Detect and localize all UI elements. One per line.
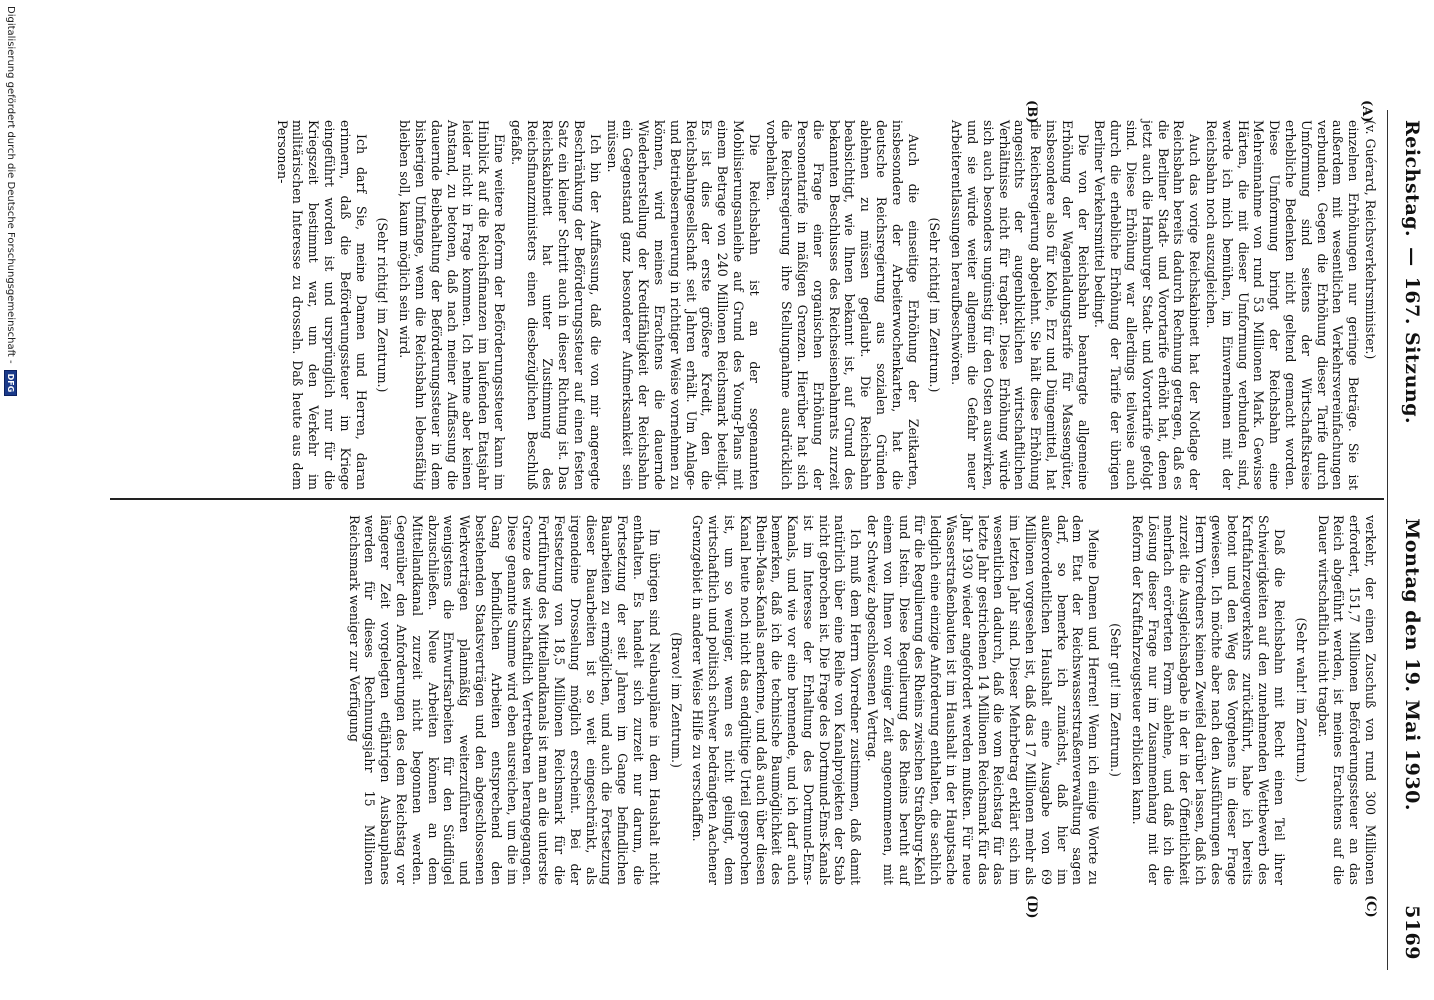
paragraph: Ich bin der Auffassung, daß die von mir angeregte Beschränkung der Beförderungssteuer auf einen festen Satz ein kleiner Schritt auch in dieser Richtung ist. Das Reichskabinett hat unter Zustimmung des Reichsfinanzministers einen diesbezüglichen Beschluß gefaßt. [508, 120, 603, 490]
page-number: 5169 [1401, 905, 1423, 960]
right-column [345, 515, 1378, 885]
interjection: (Sehr richtig! im Zentrum.) [375, 217, 391, 393]
margin-mark-c: (C) [1363, 895, 1378, 918]
margin-mark-b: (B) [1024, 100, 1039, 124]
header-dash: — [1401, 247, 1423, 267]
paragraph: verkehr, der einen Zuschuß von rund 300 Millionen erfordert, 151,7 Millionen Beförderungssteuer an das Reich abgeführt werden, ist meines Erachtens auf die Dauer wirtschaftlich nicht tragbar. [1315, 515, 1378, 885]
interjection: (Sehr wahr! im Zentrum.) [1293, 617, 1309, 783]
paragraph: Daß die Reichsbahn mit Recht einen Teil ihrer Schwierigkeiten auf den zunehmenden Wettbewerb des Kraftfahrzeugverkehrs zurückführt, habe ich bereits betont und den Weg des Vorgehens in dieser Frage gewiesen. Ich möchte aber nach den Ausführungen des Herrn Vorredners keinen Zweifel darüber lassen, daß ich zurzeit die Ausgleichsabgabe in der in der Öffentlichkeit mehrfach erörterten Form ablehne, und daß ich die Lösung dieser Frage nur im Zusammenhang mit der Reform der Kraftfahrzeugsteuer erblicken kann. [1129, 515, 1288, 885]
column-divider [110, 498, 1384, 500]
left-column [273, 120, 1378, 490]
interjection: (Sehr richtig! im Zentrum.) [927, 217, 943, 393]
paragraph: einzelnen Erhöhungen nur geringe Beträge. Sie ist außerdem mit wesentlichen Verkehrsvereinfachungen verbunden. Gegen die Erhöhung dieser Tarife durch Umformung sind seitens der Wirtschaftskreise erhebliche Bedenken nicht geltend gemacht worden. Diese Umformung bringt der Reichsbahn eine Mehreinnahme von rund 53 Millionen Mark. Gewisse Härten, die mit dieser Umformung verbunden sind, werde ich mich bemühen, im Einvernehmen mit der Reichsbahn noch auszugleichen. [1204, 120, 1362, 490]
paragraph: Die von der Reichsbahn beantragte allgemeine Erhöhung der Wagenladungstarife für Massengüter, insbesondere also für Kohle, Erz und Düngemittel, hat die Reichsregierung abgelehnt. Sie hält diese Erhöhung angesichts der augenblicklichen wirtschaftlichen Verhältnisse nicht für tragbar. Diese Erhöhung würde sich auch besonders ungünstig für den Osten auswirken, und sie würde weiter allgemein die Gefahr neuer Arbeiterentlassungen heraufbeschwören. [949, 120, 1091, 490]
paragraph: Ich muß dem Herrn Vorredner zustimmen, daß damit natürlich über eine Reihe von Kanalprojekten der Stab nicht gebrochen ist. Die Frage des Dortmund-Ems-Kanals ist im Interesse der Erhaltung des Dortmund-Ems-Kanals, und wie vor eine brennende, und ich darf auch bemerken, daß ich die technische Baumöglichkeit des Rhein-Maas-Kanals anerkenne, und daß auch über diesen Kanal heute noch nicht das endgültige Urteil gesprochen ist, um so weniger, wenn es nicht gelingt, dem wirtschaftlich und politisch schwer bedrängten Aachener Grenzgebiet in anderer Weise Hilfe zu verschaffen. [690, 515, 864, 885]
header-title: Reichstag. [1401, 120, 1423, 238]
paragraph: Auch die einseitige Erhöhung der Zeitkarten, insbesondere der Arbeiterwochenkarten, hat die deutsche Reichsregierung aus sozialen Gründen ablehnen zu müssen geglaubt. Die Reichsbahn beabsichtigt, wie Ihnen bekannt ist, auf Grund des bekannten Beschlusses des Reichseisenbahnrats zurzeit die Frage einer organischen Erhöhung der Personentarife in mäßigen Grenzen. Hierüber hat sich die Reichsregierung ihre Stellungnahme ausdrücklich vorbehalten. [763, 120, 921, 490]
interjection: (Sehr gut! im Zentrum.) [1108, 623, 1124, 777]
header-rule [1387, 110, 1388, 970]
paragraph: Meine Damen und Herren! Wenn ich einige Worte zu dem Etat der Reichswasserstraßenverwaltung sagen darf, so bemerke ich zunächst, daß hier im außerordentlichen Haushalt eine Ausgabe von 69 Millionen vorgesehen ist, daß das 17 Millionen mehr als im letzten Jahr sind. Dieser Mehrbetrag erklärt sich im wesentlichen dadurch, daß die vom Reichstag für das letzte Jahr gestrichenen 14 Millionen Reichsmark für das Jahr 1930 wieder angefordert werden mußten. Für neue Wasserstraßenbauten ist im Haushalt in der Hauptsache lediglich eine einzige Anforderung enthalten, die sachlich für die Regulierung des Rheins zwischen Straßburg-Kehl und Istein. Diese Regulierung des Rheins beruht auf einem von Ihnen vor einiger Zeit angenommenen, mit der Schweiz abgeschlossenen Vertrag. [865, 515, 1102, 885]
paragraph: Die Reichsbahn ist an der sogenannten Mobilisierungsanleihe auf Grund des Young-Plans mit einem Betrage von 240 Millionen Reichsmark beteiligt. Es ist dies der erste größere Kredit, den die Reichsbahngesellschaft seit Jahren erhält. Um Anlage- und Betriebserneuerung in richtiger Weise vornehmen zu können, wird meines Erachtens die dauernde Wiederherstellung der Kreditfähigkeit der Reichsbahn ein Gegenstand ganz besonderer Aufmerksamkeit sein müssen. [604, 120, 762, 490]
paragraph: Eine weitere Reform der Beförderungssteuer kann im Hinblick auf die Reichsfinanzen im laufenden Etatsjahr leider nicht in Frage kommen. Ich nehme aber keinen Anstand, zu betonen, daß nach meiner Auffassung die dauernde Beibehaltung der Beförderungssteuer in dem bisherigen Umfange, wenn die Reichsbahn lebensfähig bleiben soll, kaum möglich sein wird. [397, 120, 507, 490]
paragraph: Ich darf Sie, meine Damen und Herren, daran erinnern, daß die Beförderungssteuer im Kriege eingeführt worden ist und ursprünglich nur für die Kriegszeit bestimmt war, um den Verkehr im militärischen Interesse zu drosseln. Daß heute aus dem Personen- [274, 120, 369, 490]
speaker-line: (v. Guérard, Reichsverkehrsminister.) [1363, 120, 1378, 360]
digitization-note [4, 0, 18, 1000]
header-session: 167. Sitzung. [1401, 276, 1423, 425]
page-header [1392, 120, 1432, 960]
margin-mark-a: (A) [1359, 100, 1374, 123]
paragraph: Auch das vorige Reichskabinett hat der Notlage der Reichsbahn bereits dadurch Rechnung getragen, daß es die Berliner Stadt- und Vorortarife erhöht hat, denen jetzt auch die Hamburger Stadt- und Vorortarife gefolgt sind. Diese Erhöhung war allerdings teilweise auch durch die erhebliche Erhöhung der Tarife der übrigen Berliner Verkehrsmittel bedingt. [1092, 120, 1203, 490]
interjection: (Bravo! im Zentrum.) [668, 632, 684, 768]
paragraph: Im übrigen sind Neubaupläne in dem Haushalt nicht enthalten. Es handelt sich zurzeit nur darum, die Fortsetzung der seit Jahren im Gange befindlichen Bauarbeiten zu ermöglichen, und auch die Fortsetzung dieser Bauarbeiten ist so weit eingeschränkt, als irgendeine Drosselung möglich erscheint. Bei der Festsetzung von 18,5 Millionen Reichsmark für die Fortführung des Mittellandkanals ist man an die unterste Grenze des wirtschaftlich Vertretbaren herangegangen. Diese genannte Summe wird eben ausreichen, um die im Gang befindlichen Arbeiten entsprechend den bestehenden Staatsverträgen und den abgeschlossenen Werkverträgen planmäßig weiterzuführen und wenigstens die Entwurfsarbeiten für den Südflügel abzuschließen. Neue Arbeiten können an dem Mittellandkanal zurzeit nicht begonnen werden. Gegenüber den Anforderungen des dem Reichstag vor längerer Zeit vorgelegten etfjährigen Ausbauplanes werden für dieses Rechnungsjahr 15 Millionen Reichsmark weniger zur Verfügung [346, 515, 662, 885]
dfg-logo: DFG [5, 370, 18, 397]
margin-mark-d: (D) [1024, 895, 1039, 919]
header-date: Montag den 19. Mai 1930. [1401, 518, 1423, 811]
digitization-text: Digitalisierung gefördert durch die Deutsche Forschungsgemeinschaft - [5, 6, 17, 364]
